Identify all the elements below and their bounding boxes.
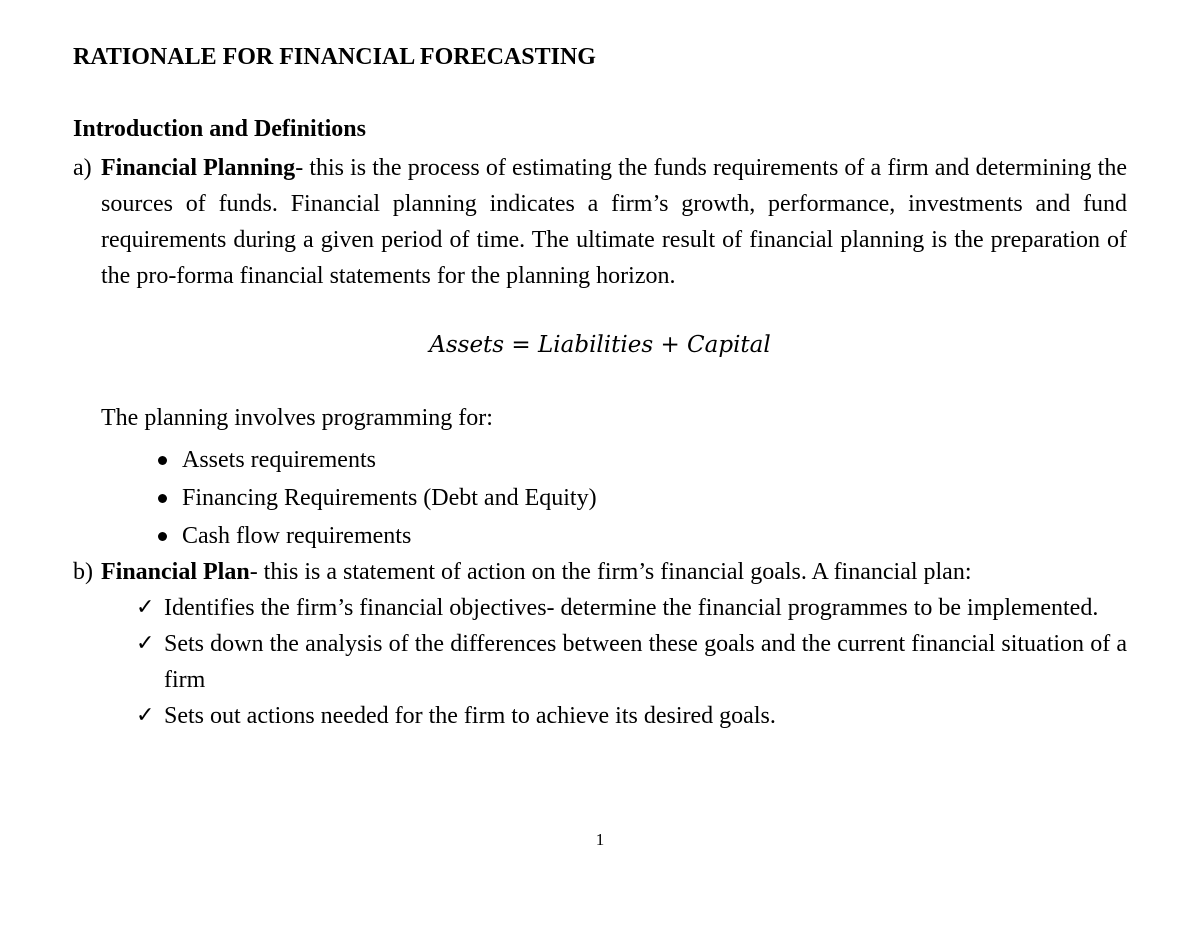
list-item	[136, 698, 1127, 734]
checkmark-list	[136, 590, 1127, 734]
check-text: Sets down the analysis of the differences between these goals and the current financial situation of a firm	[164, 631, 1127, 693]
definition-body-b	[101, 554, 1127, 590]
definition-body-a	[101, 150, 1127, 294]
definition-text-b: - this is a statement of action on the firm’s financial goals. A financial plan:	[249, 559, 972, 585]
item-marker-b: b)	[73, 559, 93, 585]
term-financial-planning: Financial Planning	[101, 155, 296, 181]
planning-intro: The planning involves programming for:	[101, 405, 493, 431]
check-text: Sets out actions needed for the firm to achieve its desired goals.	[164, 703, 776, 729]
term-financial-plan: Financial Plan	[101, 559, 250, 585]
definition-item-a	[73, 150, 1127, 294]
bullet-dot-icon	[158, 456, 167, 465]
list-item	[150, 518, 597, 556]
bullet-text: Cash flow requirements	[182, 523, 412, 549]
list-item	[150, 480, 597, 518]
bullet-list	[150, 442, 597, 556]
balance-equation: Assets = Liabilities + Capital	[429, 332, 771, 358]
definition-item-b	[73, 554, 1127, 590]
page-number: 1	[595, 830, 605, 849]
section-heading: Introduction and Definitions	[73, 116, 366, 142]
check-text: Identifies the firm’s financial objectives- determine the financial programmes to be implemented.	[164, 595, 1099, 621]
page-title: RATIONALE FOR FINANCIAL FORECASTING	[73, 44, 596, 70]
checkmark-icon: ✓	[136, 631, 155, 656]
checkmark-icon: ✓	[136, 703, 155, 728]
bullet-dot-icon	[158, 494, 167, 503]
list-item	[136, 590, 1127, 626]
list-item	[150, 442, 597, 480]
bullet-text: Financing Requirements (Debt and Equity)	[182, 485, 597, 511]
bullet-dot-icon	[158, 532, 167, 541]
bullet-text: Assets requirements	[182, 447, 376, 473]
definition-text-a: - this is the process of estimating the funds requirements of a firm and determining the sources of funds. Financial planning indicates a firm’s growth, performance, investments and fund requirements during a given period of time. The ultimate result of financial planning is the preparation of the pro-forma financial statements for the planning horizon.	[101, 155, 1127, 289]
checkmark-icon: ✓	[136, 595, 155, 620]
item-marker-a: a)	[73, 155, 92, 181]
list-item	[136, 626, 1127, 698]
